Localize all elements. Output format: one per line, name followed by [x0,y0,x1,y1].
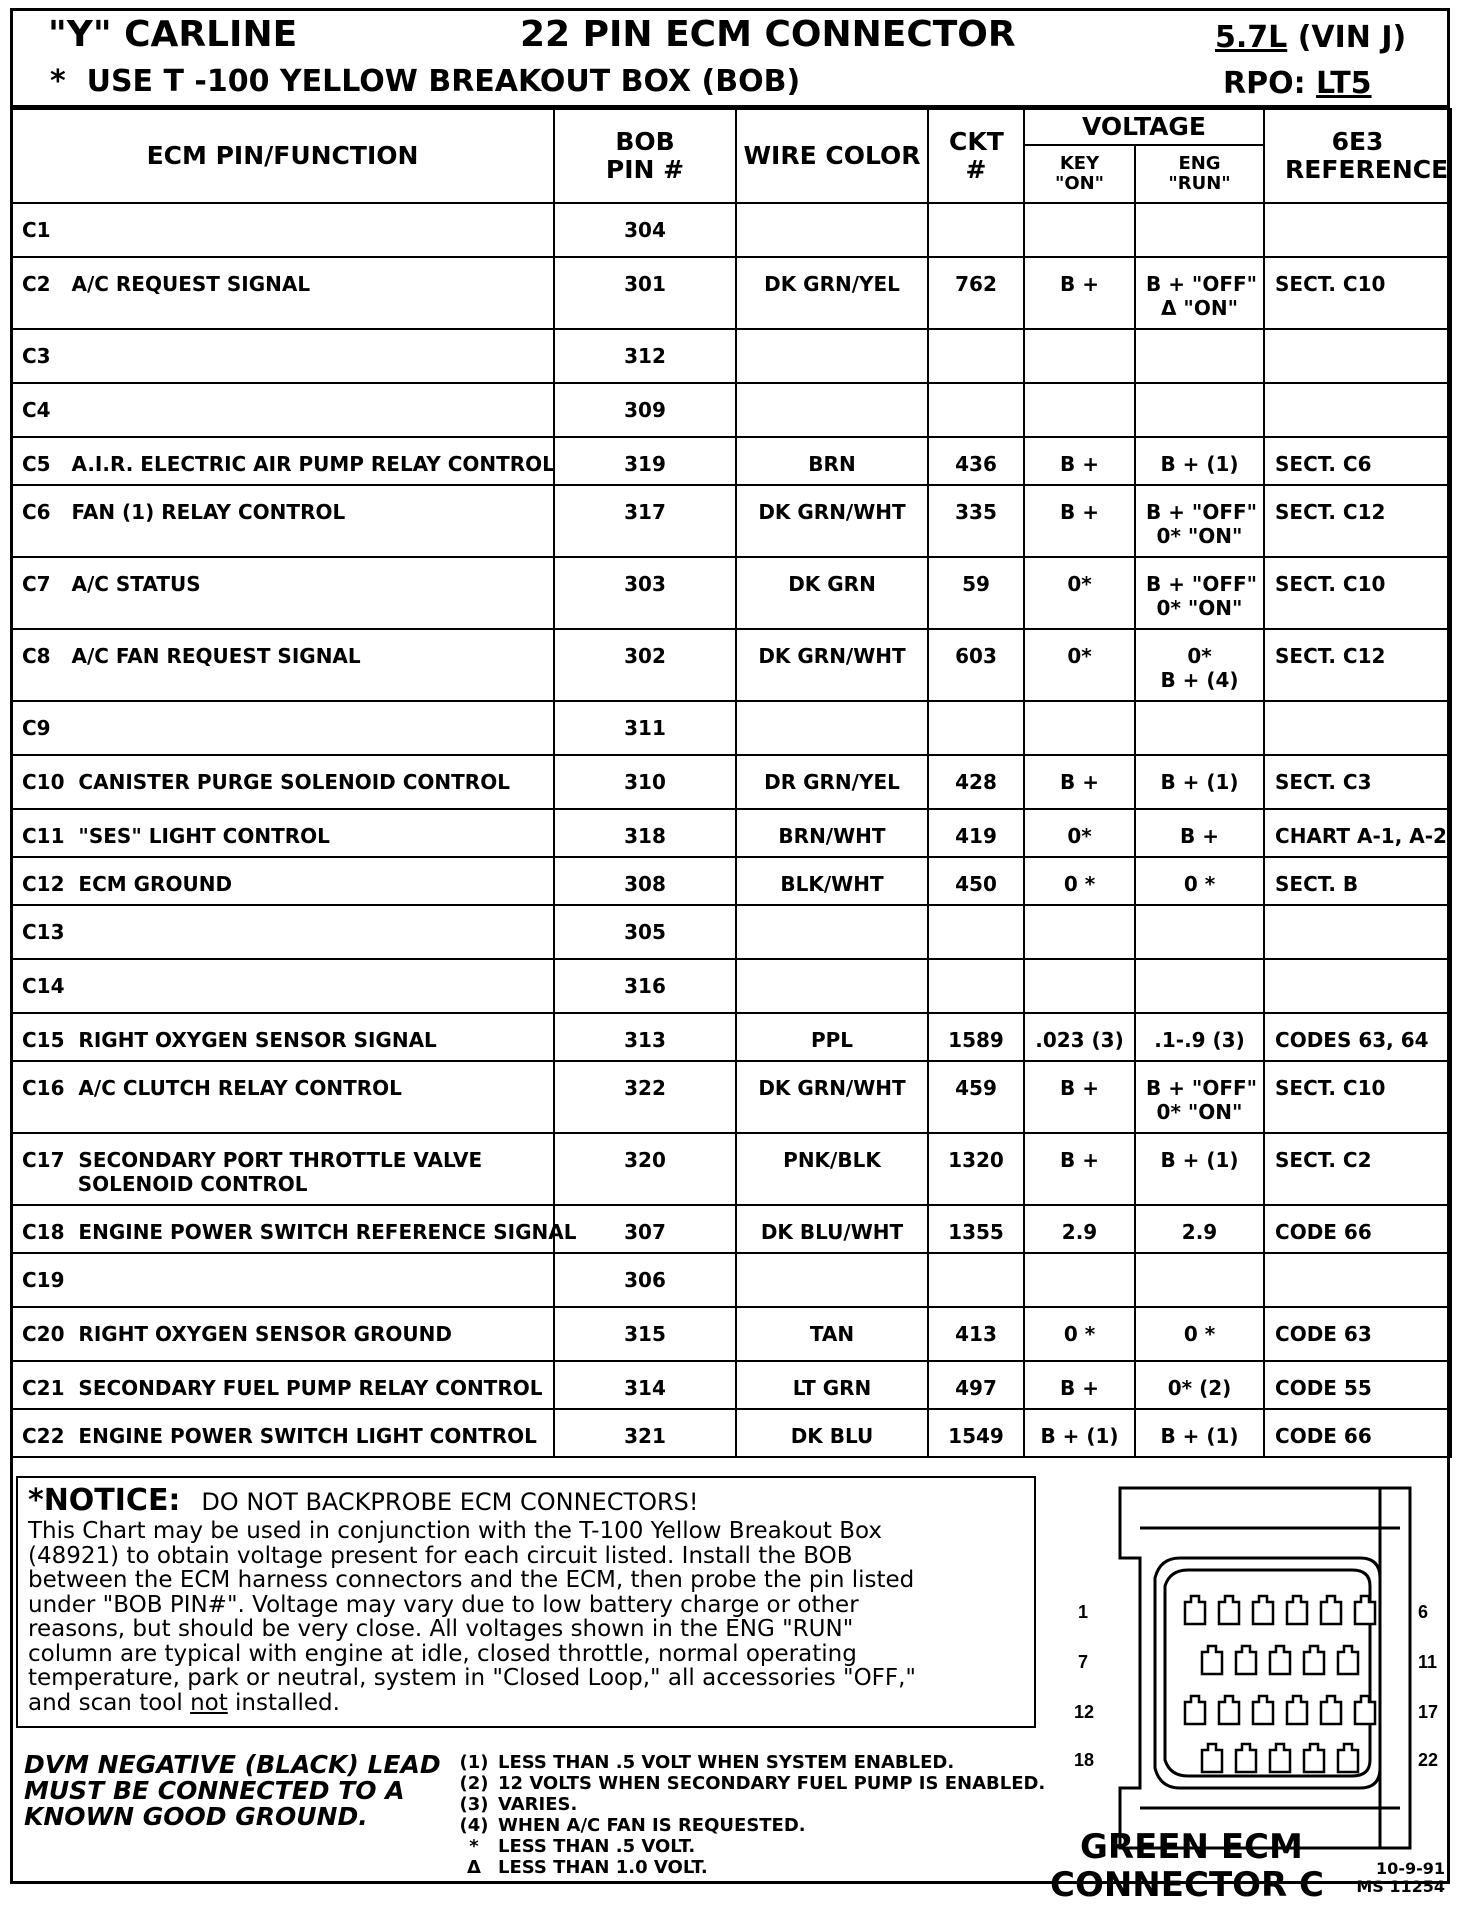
notice-line: column are typical with engine at idle, closed throttle, normal operating [28,1640,857,1667]
row-reference: SECT. C12 [1264,629,1451,701]
table-row [11,1205,1451,1253]
row-wire-color [736,905,928,959]
connector-pin [1338,1744,1358,1772]
table-row [11,257,1451,329]
notice-body [28,1519,1024,1715]
row-bob-pin: 314 [554,1361,736,1409]
connector-pin [1236,1744,1256,1772]
pin-label-left: 7 [1078,1652,1089,1672]
engine-code: 5.7L [1215,20,1288,55]
footnote [450,1773,1090,1794]
row-bob-pin: 313 [554,1013,736,1061]
row-eng-run [1135,905,1264,959]
row-eng-run: .1-.9 (3) [1135,1013,1264,1061]
row-reference: SECT. C10 [1264,257,1451,329]
row-ckt: 436 [928,437,1024,485]
row-wire-color: PNK/BLK [736,1133,928,1205]
row-eng-run: B + "OFF" 0* "ON" [1135,557,1264,629]
row-eng-run [1135,1253,1264,1307]
row-function: C20 RIGHT OXYGEN SENSOR GROUND [11,1307,554,1361]
row-bob-pin: 303 [554,557,736,629]
row-bob-pin: 306 [554,1253,736,1307]
pin-label-left: 1 [1078,1602,1089,1622]
row-function: C19 [11,1253,554,1307]
table-row [11,857,1451,905]
row-eng-run: B + (1) [1135,1409,1264,1457]
row-eng-run [1135,383,1264,437]
row-eng-run: B + (1) [1135,1133,1264,1205]
row-eng-run: 0* (2) [1135,1361,1264,1409]
row-bob-pin: 302 [554,629,736,701]
row-ckt: 1355 [928,1205,1024,1253]
row-bob-pin: 304 [554,203,736,257]
pin-label-left: 12 [1074,1702,1095,1722]
row-eng-run: 0 * [1135,1307,1264,1361]
table-row [11,1061,1451,1133]
row-eng-run [1135,959,1264,1013]
engine-label [1215,20,1406,55]
notice-line [28,1691,1024,1716]
table-row [11,701,1451,755]
row-function: C22 ENGINE POWER SWITCH LIGHT CONTROL [11,1409,554,1457]
connector-pin [1287,1596,1307,1624]
row-reference: SECT. C2 [1264,1133,1451,1205]
table-row [11,1409,1451,1457]
revision-code: MS 11254 [1356,1877,1445,1896]
connector-label-line1: GREEN ECM [1080,1827,1303,1867]
row-ckt: 497 [928,1361,1024,1409]
row-reference [1264,959,1451,1013]
table-row [11,329,1451,383]
notice-box [16,1476,1036,1728]
row-function: C6 FAN (1) RELAY CONTROL [11,485,554,557]
row-eng-run [1135,203,1264,257]
footnote-key: Δ [467,1857,481,1878]
row-wire-color: LT GRN [736,1361,928,1409]
footnote-text: VARIES. [498,1794,578,1815]
revision-date: 10-9-91 [1376,1859,1445,1878]
row-key-on [1024,701,1135,755]
connector-pin [1287,1696,1307,1724]
dvm-warning [24,1752,444,1830]
row-key-on: 0* [1024,629,1135,701]
row-wire-color: DK BLU/WHT [736,1205,928,1253]
table-row [11,1133,1451,1205]
connector-pin [1270,1646,1290,1674]
footnote-key: * [469,1836,479,1857]
pin-label-left: 18 [1074,1750,1095,1770]
connector-pin [1219,1596,1239,1624]
connector-pin [1304,1744,1324,1772]
row-ckt: 450 [928,857,1024,905]
row-key-on [1024,905,1135,959]
connector-pin [1304,1646,1324,1674]
table-row [11,437,1451,485]
connector-label-line2: CONNECTOR C [1050,1865,1325,1905]
header [10,8,1450,108]
footnotes [450,1752,1090,1878]
row-function: C12 ECM GROUND [11,857,554,905]
row-function: C1 [11,203,554,257]
row-ckt: 428 [928,755,1024,809]
row-key-on: .023 (3) [1024,1013,1135,1061]
row-wire-color [736,383,928,437]
connector-diagram [1040,1468,1450,1878]
footnote-text: LESS THAN .5 VOLT. [498,1836,696,1857]
row-ckt: 419 [928,809,1024,857]
rpo-label [1223,66,1372,101]
connector-title: 22 PIN ECM CONNECTOR [520,14,1016,55]
row-ckt: 335 [928,485,1024,557]
col-voltage: VOLTAGE [1024,109,1264,145]
row-wire-color: DK GRN/WHT [736,629,928,701]
ecm-pin-table [10,108,1452,1458]
row-bob-pin: 321 [554,1409,736,1457]
row-function: C11 "SES" LIGHT CONTROL [11,809,554,857]
row-wire-color: DK GRN/WHT [736,485,928,557]
footnote-key: (4) [459,1815,489,1836]
row-function: C21 SECONDARY FUEL PUMP RELAY CONTROL [11,1361,554,1409]
connector-pin [1321,1696,1341,1724]
row-function: C3 [11,329,554,383]
row-reference: CODE 66 [1264,1205,1451,1253]
connector-pin [1321,1596,1341,1624]
connector-pin [1253,1696,1273,1724]
footnote-key: (2) [459,1773,489,1794]
notice-subtitle: DO NOT BACKPROBE ECM CONNECTORS! [201,1488,699,1516]
row-reference [1264,1253,1451,1307]
row-key-on: B + (1) [1024,1409,1135,1457]
footnote-key: (3) [459,1794,489,1815]
pin-label-right: 11 [1418,1652,1438,1672]
row-wire-color: BRN [736,437,928,485]
footnote-text: WHEN A/C FAN IS REQUESTED. [498,1815,806,1836]
row-reference: CHART A-1, A-2 [1264,809,1451,857]
row-key-on [1024,203,1135,257]
col-wire-color: WIRE COLOR [736,109,928,203]
row-reference [1264,701,1451,755]
row-eng-run: B + "OFF" 0* "ON" [1135,485,1264,557]
row-key-on [1024,959,1135,1013]
footnote [450,1857,1090,1878]
row-eng-run: 2.9 [1135,1205,1264,1253]
row-function: C4 [11,383,554,437]
connector-pin [1185,1696,1205,1724]
rpo-prefix: RPO: [1223,66,1306,101]
row-bob-pin: 310 [554,755,736,809]
row-function: C16 A/C CLUTCH RELAY CONTROL [11,1061,554,1133]
row-reference: CODES 63, 64 [1264,1013,1451,1061]
dvm-line: MUST BE CONNECTED TO A [24,1776,405,1805]
row-function: C14 [11,959,554,1013]
notice-emphasis: not [190,1689,228,1716]
connector-pin [1185,1596,1205,1624]
footnote [450,1752,1090,1773]
row-reference [1264,203,1451,257]
row-eng-run: 0 * [1135,857,1264,905]
row-key-on [1024,383,1135,437]
table-row [11,485,1451,557]
connector-pin [1355,1596,1375,1624]
row-reference: SECT. C6 [1264,437,1451,485]
row-bob-pin: 305 [554,905,736,959]
row-ckt: 413 [928,1307,1024,1361]
col-ckt: CKT # [928,109,1024,203]
table-row [11,1253,1451,1307]
connector-pin [1253,1596,1273,1624]
footnote-key: (1) [459,1752,489,1773]
notice-line: between the ECM harness connectors and the ECM, then probe the pin listed [28,1567,915,1593]
table-row [11,383,1451,437]
row-ckt: 1589 [928,1013,1024,1061]
row-key-on: B + [1024,485,1135,557]
row-function: C7 A/C STATUS [11,557,554,629]
dvm-line: KNOWN GOOD GROUND. [24,1802,368,1831]
col-eng-run: ENG "RUN" [1135,145,1264,203]
row-eng-run: B + (1) [1135,437,1264,485]
row-key-on [1024,329,1135,383]
row-ckt [928,959,1024,1013]
notice-text: and scan tool [28,1689,191,1716]
row-wire-color: DK GRN/YEL [736,257,928,329]
notice-line: This Chart may be used in conjunction with the T-100 Yellow Breakout Box [28,1518,882,1544]
table-row [11,557,1451,629]
row-bob-pin: 319 [554,437,736,485]
table-row [11,959,1451,1013]
row-bob-pin: 315 [554,1307,736,1361]
row-bob-pin: 301 [554,257,736,329]
connector-pin [1355,1696,1375,1724]
notice-line: reasons, but should be very close. All voltages shown in the ENG "RUN" [28,1616,854,1642]
notice-line: under "BOB PIN#". Voltage may vary due to low battery charge or other [28,1591,859,1618]
row-wire-color: TAN [736,1307,928,1361]
dvm-line: DVM NEGATIVE (BLACK) LEAD [24,1750,441,1779]
connector-pin [1219,1696,1239,1724]
table-row [11,809,1451,857]
row-function: C8 A/C FAN REQUEST SIGNAL [11,629,554,701]
footnote [450,1836,1090,1857]
footnote-text: LESS THAN .5 VOLT WHEN SYSTEM ENABLED. [498,1752,955,1773]
footnote [450,1794,1090,1815]
row-ckt [928,1253,1024,1307]
row-wire-color: DK GRN/WHT [736,1061,928,1133]
row-key-on: B + [1024,1133,1135,1205]
row-ckt [928,905,1024,959]
row-function: C15 RIGHT OXYGEN SENSOR SIGNAL [11,1013,554,1061]
row-key-on: B + [1024,1061,1135,1133]
col-reference: 6E3 REFERENCE [1264,109,1451,203]
footnote-text: LESS THAN 1.0 VOLT. [498,1857,708,1878]
notice-line: temperature, park or neutral, system in "Closed Loop," all accessories "OFF," [28,1665,917,1691]
connector-label [1050,1828,1340,1904]
row-reference: SECT. C10 [1264,557,1451,629]
row-reference: SECT. B [1264,857,1451,905]
row-wire-color: DK BLU [736,1409,928,1457]
rpo-code: LT5 [1316,66,1372,101]
connector-pin [1338,1646,1358,1674]
col-bob-pin: BOB PIN # [554,109,736,203]
table-row [11,905,1451,959]
row-reference: CODE 55 [1264,1361,1451,1409]
notice-heading [28,1484,1024,1519]
row-eng-run [1135,329,1264,383]
row-function: C9 [11,701,554,755]
pin-label-right: 17 [1418,1702,1439,1722]
row-bob-pin: 316 [554,959,736,1013]
row-wire-color [736,959,928,1013]
row-eng-run: B + [1135,809,1264,857]
row-wire-color [736,1253,928,1307]
row-wire-color: DR GRN/YEL [736,755,928,809]
row-bob-pin: 322 [554,1061,736,1133]
row-reference: SECT. C12 [1264,485,1451,557]
connector-pin [1202,1744,1222,1772]
col-pin-function: ECM PIN/FUNCTION [11,109,554,203]
row-wire-color: BRN/WHT [736,809,928,857]
footnote-text: 12 VOLTS WHEN SECONDARY FUEL PUMP IS ENABLED. [498,1773,1046,1794]
row-reference: SECT. C10 [1264,1061,1451,1133]
table-row [11,1361,1451,1409]
row-bob-pin: 317 [554,485,736,557]
row-key-on: B + [1024,257,1135,329]
row-ckt [928,383,1024,437]
row-function: C13 [11,905,554,959]
row-ckt [928,203,1024,257]
row-key-on [1024,1253,1135,1307]
row-ckt [928,329,1024,383]
row-reference [1264,329,1451,383]
row-bob-pin: 311 [554,701,736,755]
table-row [11,755,1451,809]
table-row [11,1013,1451,1061]
row-ckt: 59 [928,557,1024,629]
row-reference [1264,905,1451,959]
row-key-on: B + [1024,1361,1135,1409]
pin-label-right: 6 [1418,1602,1429,1622]
row-reference: SECT. C3 [1264,755,1451,809]
row-bob-pin: 318 [554,809,736,857]
row-ckt [928,701,1024,755]
row-reference: CODE 66 [1264,1409,1451,1457]
carline-title: "Y" CARLINE [48,14,298,55]
vin-code: (VIN J) [1297,20,1407,55]
row-eng-run: B + "OFF" 0* "ON" [1135,1061,1264,1133]
row-wire-color: DK GRN [736,557,928,629]
row-function: C17 SECONDARY PORT THROTTLE VALVE SOLENOID CONTROL [11,1133,554,1205]
row-bob-pin: 308 [554,857,736,905]
row-function: C2 A/C REQUEST SIGNAL [11,257,554,329]
row-reference [1264,383,1451,437]
connector-pin [1202,1646,1222,1674]
row-eng-run: B + (1) [1135,755,1264,809]
row-key-on: 2.9 [1024,1205,1135,1253]
row-key-on: 0* [1024,809,1135,857]
row-reference: CODE 63 [1264,1307,1451,1361]
row-function: C18 ENGINE POWER SWITCH REFERENCE SIGNAL [11,1205,554,1253]
row-function: C10 CANISTER PURGE SOLENOID CONTROL [11,755,554,809]
row-wire-color [736,329,928,383]
connector-pin [1236,1646,1256,1674]
row-ckt: 1320 [928,1133,1024,1205]
row-bob-pin: 312 [554,329,736,383]
table-row [11,1307,1451,1361]
row-eng-run [1135,701,1264,755]
footnote [450,1815,1090,1836]
row-wire-color: PPL [736,1013,928,1061]
row-bob-pin: 320 [554,1133,736,1205]
col-key-on: KEY "ON" [1024,145,1135,203]
row-eng-run: 0* B + (4) [1135,629,1264,701]
table-row [11,203,1451,257]
row-key-on: 0 * [1024,1307,1135,1361]
row-key-on: B + [1024,437,1135,485]
row-function: C5 A.I.R. ELECTRIC AIR PUMP RELAY CONTROL [11,437,554,485]
row-ckt: 762 [928,257,1024,329]
revision [1335,1860,1445,1896]
row-wire-color [736,701,928,755]
row-key-on: 0 * [1024,857,1135,905]
notice-line: (48921) to obtain voltage present for each circuit listed. Install the BOB [28,1542,853,1569]
row-ckt: 603 [928,629,1024,701]
bob-note: * USE T -100 YELLOW BREAKOUT BOX (BOB) [50,64,801,99]
notice-text: installed. [227,1689,340,1716]
row-wire-color [736,203,928,257]
row-bob-pin: 309 [554,383,736,437]
row-key-on: 0* [1024,557,1135,629]
row-wire-color: BLK/WHT [736,857,928,905]
connector-pin [1270,1744,1290,1772]
notice-title: *NOTICE: [28,1483,181,1518]
row-bob-pin: 307 [554,1205,736,1253]
row-ckt: 1549 [928,1409,1024,1457]
pin-label-right: 22 [1418,1750,1439,1770]
row-ckt: 459 [928,1061,1024,1133]
table-row [11,629,1451,701]
row-key-on: B + [1024,755,1135,809]
row-eng-run: B + "OFF" Δ "ON" [1135,257,1264,329]
